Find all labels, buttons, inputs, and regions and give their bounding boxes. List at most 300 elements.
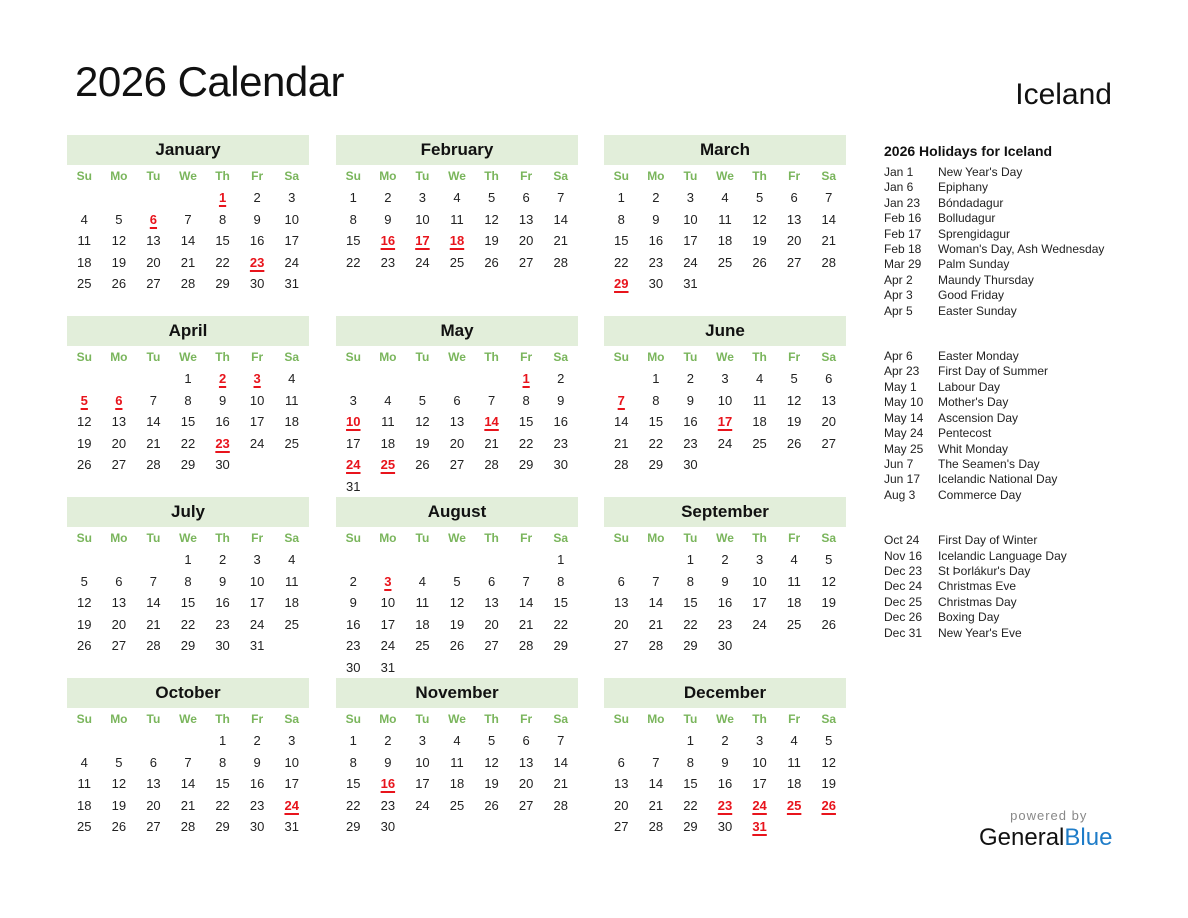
holiday-item (884, 304, 1144, 319)
day: 23 (215, 616, 230, 632)
holiday-date: Jan 1 (884, 165, 914, 179)
day: 11 (284, 392, 299, 408)
weekday-label: Sa (821, 169, 837, 183)
day: 24 (717, 435, 733, 451)
day: 7 (557, 733, 565, 748)
holiday-item (884, 549, 1144, 564)
day: 10 (249, 573, 265, 589)
weekday-label: Su (76, 350, 92, 364)
day: 21 (821, 233, 836, 249)
weekday-label: Su (76, 712, 92, 726)
month-header: September (604, 497, 846, 527)
day: 19 (111, 254, 127, 270)
day: 15 (180, 414, 196, 430)
weekday-row (336, 708, 578, 730)
day: 17 (284, 776, 299, 792)
month-march (604, 135, 846, 295)
day: 6 (522, 190, 530, 205)
weekday-label: Fr (520, 531, 533, 545)
day: 13 (111, 595, 127, 611)
month-april (67, 316, 309, 476)
day: 22 (683, 616, 698, 632)
day: 31 (380, 659, 396, 675)
month-header: August (336, 497, 578, 527)
weekday-label: Su (345, 350, 361, 364)
day: 21 (484, 435, 499, 451)
month-october (67, 678, 309, 838)
day: 23 (380, 797, 396, 813)
weekday-label: We (716, 531, 734, 545)
day: 3 (721, 371, 729, 386)
day: 8 (218, 754, 227, 770)
day: 5 (825, 733, 833, 748)
day: 28 (518, 638, 534, 654)
day: 7 (652, 573, 660, 589)
weekday-label: We (179, 531, 197, 545)
day: 20 (518, 233, 534, 249)
day: 5 (755, 190, 764, 205)
day: 21 (146, 616, 161, 632)
day: 4 (288, 552, 296, 567)
empty-cell (136, 368, 171, 390)
day: 8 (686, 573, 695, 589)
weekday-row (604, 346, 846, 368)
holiday-item (884, 488, 1144, 503)
day: 5 (418, 392, 427, 408)
day: 23 (249, 797, 265, 813)
day: 27 (518, 254, 534, 270)
empty-cell (405, 549, 440, 571)
day: 27 (111, 638, 127, 654)
holiday-day: 25 (786, 797, 802, 813)
weekday-label: Tu (683, 350, 698, 364)
day: 19 (484, 776, 499, 792)
day: 22 (180, 435, 196, 451)
day: 5 (115, 211, 123, 227)
day: 24 (415, 797, 430, 813)
day: 6 (453, 392, 461, 408)
holiday-day: 24 (752, 797, 767, 813)
day: 30 (215, 638, 230, 654)
day: 14 (648, 776, 664, 792)
day: 20 (614, 616, 629, 632)
day: 29 (683, 638, 698, 654)
weekday-label: Su (345, 169, 361, 183)
weekday-label: Su (345, 712, 361, 726)
day: 9 (253, 754, 261, 770)
day: 22 (648, 435, 664, 451)
weekday-label: Fr (251, 169, 264, 183)
month-september (604, 497, 846, 657)
day: 31 (284, 819, 299, 835)
holiday-date: Jan 6 (884, 180, 914, 195)
holiday-day: 5 (80, 392, 88, 408)
holiday-day: 23 (215, 435, 230, 451)
day: 9 (349, 595, 357, 611)
day: 11 (284, 573, 299, 589)
day: 4 (453, 190, 461, 205)
empty-cell (136, 187, 171, 209)
day: 6 (790, 190, 798, 205)
day: 8 (686, 754, 695, 770)
day: 25 (717, 254, 733, 270)
day: 12 (415, 414, 430, 430)
day: 9 (218, 392, 227, 408)
empty-cell (136, 730, 171, 752)
holiday-name: New Year's Day (938, 165, 1023, 179)
day: 30 (717, 819, 733, 835)
day: 28 (553, 797, 568, 813)
holiday-day: 18 (449, 233, 465, 249)
holiday-day: 14 (484, 414, 499, 430)
weekday-label: Th (484, 350, 499, 364)
month-header: February (336, 135, 578, 165)
day: 24 (752, 616, 767, 632)
day: 11 (450, 211, 464, 227)
day: 9 (721, 754, 729, 770)
day: 18 (449, 776, 465, 792)
holiday-day: 1 (522, 371, 530, 386)
weekday-label: Th (752, 169, 767, 183)
empty-cell (604, 368, 639, 390)
weekday-row (604, 527, 846, 549)
day: 11 (77, 233, 92, 249)
month-header: December (604, 678, 846, 708)
weekday-label: Sa (821, 531, 837, 545)
day: 14 (553, 211, 568, 227)
weekday-row (336, 346, 578, 368)
day: 19 (752, 233, 767, 249)
holiday-day: 2 (218, 371, 227, 386)
day: 22 (553, 616, 568, 632)
weekday-label: We (448, 531, 466, 545)
holiday-item (884, 626, 1144, 641)
weekday-label: Tu (683, 169, 698, 183)
day: 15 (614, 233, 629, 249)
day: 18 (786, 776, 802, 792)
empty-cell (336, 549, 371, 571)
day: 27 (111, 457, 127, 473)
day: 20 (146, 254, 161, 270)
month-header: June (604, 316, 846, 346)
day: 14 (648, 595, 664, 611)
day: 23 (717, 616, 733, 632)
weekday-label: Sa (821, 350, 837, 364)
holiday-date: Aug 3 (884, 487, 916, 502)
month-november (336, 678, 578, 838)
day: 16 (215, 595, 230, 611)
day: 16 (683, 414, 698, 430)
day: 8 (349, 211, 357, 227)
day: 12 (111, 776, 127, 792)
holiday-date: Apr 23 (884, 364, 920, 379)
day: 25 (284, 616, 299, 632)
day: 12 (484, 211, 499, 227)
weekday-label: Th (215, 350, 230, 364)
day: 18 (77, 797, 92, 813)
holiday-name: Christmas Eve (938, 579, 1017, 594)
day: 3 (418, 190, 427, 205)
brand-logo (979, 808, 1112, 852)
day: 29 (180, 638, 196, 654)
day: 31 (346, 478, 361, 494)
day: 22 (614, 254, 629, 270)
month-header: January (67, 135, 309, 165)
holiday-date: Apr 2 (884, 272, 913, 287)
day: 15 (683, 776, 698, 792)
day: 6 (825, 371, 833, 386)
day: 5 (115, 754, 123, 770)
holiday-day: 26 (821, 797, 836, 813)
day: 12 (786, 392, 802, 408)
day: 22 (215, 797, 230, 813)
day: 2 (557, 371, 565, 386)
empty-cell (336, 368, 371, 390)
weekday-label: Fr (788, 350, 801, 364)
holiday-name: Ascension Day (938, 410, 1019, 425)
day: 21 (518, 616, 534, 632)
day: 19 (821, 776, 836, 792)
holiday-name: Commerce Day (938, 487, 1022, 502)
day: 2 (384, 190, 392, 205)
day: 5 (825, 552, 833, 567)
day: 21 (553, 233, 568, 249)
empty-cell (102, 187, 137, 209)
month-header: April (67, 316, 309, 346)
weekday-label: Tu (146, 350, 161, 364)
day: 30 (683, 457, 698, 473)
weekday-label: Th (752, 531, 767, 545)
weekday-row (336, 165, 578, 187)
day: 20 (786, 233, 802, 249)
day: 22 (215, 254, 230, 270)
weekday-label: Sa (284, 531, 300, 545)
holiday-date: Jan 23 (884, 195, 921, 210)
day: 18 (380, 435, 396, 451)
day: 8 (184, 392, 192, 408)
weekday-label: Su (76, 531, 92, 545)
day: 15 (215, 776, 230, 792)
holiday-name: Bolludagur (938, 211, 996, 226)
powered-by-label: powered by (1010, 808, 1088, 823)
day: 7 (825, 190, 833, 205)
day: 16 (717, 776, 733, 792)
day: 6 (617, 573, 625, 589)
day: 14 (180, 233, 196, 249)
day: 12 (111, 233, 127, 249)
day: 31 (249, 638, 265, 654)
day: 25 (77, 276, 92, 292)
day: 9 (652, 211, 660, 227)
day: 8 (557, 573, 565, 589)
holiday-item (884, 165, 1144, 180)
day: 27 (449, 457, 465, 473)
day: 19 (111, 797, 127, 813)
day: 13 (484, 595, 499, 611)
day: 1 (184, 552, 192, 567)
day: 23 (380, 254, 396, 270)
day: 7 (557, 190, 565, 205)
day: 2 (349, 573, 357, 589)
holiday-name: First Day of Summer (938, 364, 1049, 379)
day: 1 (686, 552, 695, 567)
weekday-label: Sa (553, 350, 569, 364)
holiday-name: Good Friday (938, 288, 1005, 303)
day: 20 (111, 435, 127, 451)
weekday-label: Th (484, 531, 499, 545)
holiday-date: May 10 (884, 395, 924, 410)
holiday-item (884, 564, 1144, 579)
day: 17 (752, 776, 767, 792)
day: 1 (218, 733, 227, 748)
day: 26 (415, 457, 430, 473)
weekday-label: Tu (146, 169, 161, 183)
day: 4 (790, 733, 798, 748)
holiday-name: Maundy Thursday (938, 272, 1034, 287)
holiday-date: Feb 17 (884, 226, 922, 241)
day: 4 (384, 392, 392, 408)
day: 7 (652, 754, 660, 770)
month-header: March (604, 135, 846, 165)
day: 15 (518, 414, 534, 430)
day: 11 (450, 754, 464, 770)
weekday-label: Tu (683, 712, 698, 726)
holiday-day: 3 (384, 573, 392, 589)
day: 10 (752, 573, 767, 589)
day: 28 (614, 457, 629, 473)
day: 10 (380, 595, 396, 611)
weekday-label: Th (215, 531, 230, 545)
day: 24 (415, 254, 430, 270)
day: 29 (683, 819, 698, 835)
day: 13 (146, 776, 161, 792)
day: 11 (718, 211, 732, 227)
day: 23 (683, 435, 698, 451)
holiday-day: 25 (380, 457, 396, 473)
holiday-item (884, 227, 1144, 242)
weekday-label: Sa (284, 350, 300, 364)
holiday-name: Pentecost (938, 426, 992, 441)
day: 11 (415, 595, 430, 611)
day: 29 (180, 457, 196, 473)
holiday-item (884, 364, 1144, 379)
month-june (604, 316, 846, 476)
day: 8 (617, 211, 625, 227)
day: 26 (821, 616, 836, 632)
weekday-label: We (716, 712, 734, 726)
day: 22 (518, 435, 534, 451)
weekday-label: Fr (788, 531, 801, 545)
day: 28 (146, 638, 161, 654)
weekday-label: Th (215, 169, 230, 183)
day: 27 (146, 276, 161, 292)
holiday-date: Jun 17 (884, 472, 921, 487)
day: 30 (717, 638, 733, 654)
day: 1 (617, 190, 625, 205)
day: 14 (553, 754, 568, 770)
day: 7 (487, 392, 496, 408)
holiday-item (884, 426, 1144, 441)
day: 25 (449, 797, 465, 813)
holiday-date: Dec 25 (884, 594, 923, 609)
day: 19 (786, 414, 802, 430)
holiday-item (884, 288, 1144, 303)
holiday-item (884, 395, 1144, 410)
holiday-date: Feb 16 (884, 211, 922, 226)
holiday-date: Dec 24 (884, 579, 923, 594)
weekday-label: Tu (683, 531, 698, 545)
holiday-name: Icelandic Language Day (938, 548, 1067, 563)
day: 3 (418, 733, 427, 748)
day: 27 (821, 435, 836, 451)
day: 30 (553, 457, 568, 473)
day: 25 (284, 435, 299, 451)
day: 31 (284, 276, 299, 292)
day: 25 (752, 435, 767, 451)
day: 8 (349, 754, 357, 770)
day: 15 (683, 595, 698, 611)
day: 13 (111, 414, 127, 430)
day: 13 (146, 233, 161, 249)
day: 3 (288, 190, 296, 205)
empty-cell (371, 549, 406, 571)
day-grid (604, 187, 846, 295)
day: 28 (648, 638, 664, 654)
day: 29 (518, 457, 534, 473)
day: 14 (614, 414, 629, 430)
day: 16 (717, 595, 733, 611)
day: 10 (284, 754, 299, 770)
day: 20 (111, 616, 127, 632)
day: 12 (449, 595, 465, 611)
weekday-label: Sa (553, 712, 569, 726)
holiday-name: Icelandic National Day (938, 472, 1058, 487)
holiday-name: Woman's Day, Ash Wednesday (938, 242, 1105, 257)
holiday-date: Apr 5 (884, 303, 913, 318)
day: 11 (752, 392, 767, 408)
day: 15 (180, 595, 196, 611)
empty-cell (67, 730, 102, 752)
brand-blue: Blue (1064, 824, 1113, 851)
day: 30 (346, 659, 361, 675)
month-august (336, 497, 578, 679)
day: 21 (146, 435, 161, 451)
weekday-label: Tu (415, 350, 430, 364)
empty-cell (474, 368, 509, 390)
day: 23 (553, 435, 568, 451)
holiday-item (884, 273, 1144, 288)
weekday-label: Tu (415, 531, 430, 545)
holiday-item (884, 579, 1144, 594)
weekday-row (604, 165, 846, 187)
day: 6 (487, 573, 496, 589)
day: 18 (786, 595, 802, 611)
day: 7 (522, 573, 530, 589)
holiday-name: Sprengidagur (938, 226, 1011, 241)
day: 2 (721, 552, 729, 567)
day: 7 (149, 573, 158, 589)
day: 27 (484, 638, 499, 654)
day: 2 (253, 733, 261, 748)
day: 26 (786, 435, 802, 451)
day: 10 (415, 211, 430, 227)
holiday-name: Epiphany (938, 180, 989, 195)
holiday-list-title: 2026 Holidays for Iceland (884, 143, 1053, 159)
holiday-name: Bóndadagur (938, 195, 1004, 210)
day: 29 (648, 457, 664, 473)
day: 3 (349, 392, 357, 408)
holiday-name: Christmas Day (938, 594, 1017, 609)
